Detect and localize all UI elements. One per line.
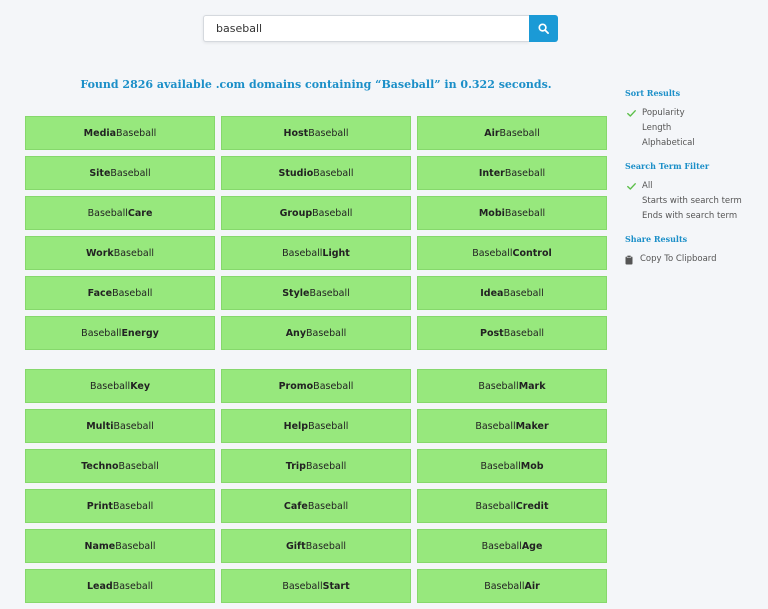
domain-prefix: Host: [283, 127, 309, 139]
domain-prefix: Style: [282, 287, 310, 299]
domain-result[interactable]: [221, 196, 411, 230]
sort-options: [625, 106, 765, 151]
domain-result[interactable]: [25, 196, 215, 230]
filter-option[interactable]: [625, 179, 765, 194]
domain-result[interactable]: [221, 409, 411, 443]
domain-suffix: Control: [512, 247, 552, 259]
domain-prefix: Post: [480, 327, 504, 339]
filter-option[interactable]: [625, 209, 765, 224]
domain-result[interactable]: [417, 409, 607, 443]
domain-result[interactable]: [221, 116, 411, 150]
domain-suffix: Energy: [121, 327, 159, 339]
filter-option-label: Ends with search term: [642, 211, 738, 221]
domain-result[interactable]: [221, 236, 411, 270]
domain-result[interactable]: [25, 236, 215, 270]
domain-prefix: Gift: [286, 540, 306, 552]
domain-keyword: Baseball: [481, 540, 522, 552]
domain-suffix: Mob: [520, 460, 544, 472]
domain-keyword: Baseball: [81, 327, 122, 339]
domain-result[interactable]: [417, 529, 607, 563]
domain-result[interactable]: [417, 116, 607, 150]
domain-keyword: Baseball: [478, 380, 519, 392]
search-term-filter-heading: Search Term Filter: [625, 161, 710, 171]
domain-prefix: Help: [283, 420, 309, 432]
domain-result[interactable]: [221, 369, 411, 403]
domain-result[interactable]: [221, 489, 411, 523]
domain-keyword: Baseball: [87, 207, 128, 219]
domain-keyword: Baseball: [116, 127, 157, 139]
domain-result[interactable]: [221, 449, 411, 483]
domain-result[interactable]: [417, 196, 607, 230]
domain-prefix: Print: [86, 500, 113, 512]
domain-keyword: Baseball: [308, 127, 349, 139]
domain-result[interactable]: [221, 569, 411, 603]
domain-result[interactable]: [25, 569, 215, 603]
domain-prefix: Name: [84, 540, 116, 552]
domain-keyword: Baseball: [503, 287, 544, 299]
clipboard-icon: [625, 254, 635, 265]
domain-keyword: Baseball: [504, 167, 546, 179]
domain-keyword: Baseball: [484, 580, 525, 592]
search-button[interactable]: [529, 15, 558, 42]
domain-suffix: Maker: [515, 420, 549, 432]
domain-result[interactable]: [25, 156, 215, 190]
domain-keyword: Baseball: [113, 420, 154, 432]
sort-option[interactable]: [625, 136, 765, 151]
copy-to-clipboard-link[interactable]: [625, 252, 765, 267]
domain-keyword: Baseball: [503, 327, 544, 339]
domain-keyword: Baseball: [472, 247, 513, 259]
domain-result[interactable]: [25, 409, 215, 443]
search-input[interactable]: [203, 15, 529, 42]
results-grid-2: [25, 369, 607, 603]
sort-option[interactable]: [625, 121, 765, 136]
domain-result[interactable]: [25, 316, 215, 350]
domain-prefix: Trip: [285, 460, 306, 472]
filter-option[interactable]: [625, 194, 765, 209]
sort-option-label: Popularity: [642, 108, 685, 118]
domain-prefix: Inter: [478, 167, 505, 179]
domain-keyword: Baseball: [313, 167, 354, 179]
domain-keyword: Baseball: [115, 540, 156, 552]
domain-keyword: Baseball: [110, 167, 151, 179]
domain-suffix: Mark: [518, 380, 546, 392]
domain-result[interactable]: [25, 449, 215, 483]
search-bar: [203, 15, 558, 42]
domain-keyword: Baseball: [313, 380, 354, 392]
domain-prefix: Idea: [480, 287, 504, 299]
domain-prefix: Media: [83, 127, 117, 139]
sidebar: [625, 88, 765, 267]
domain-result[interactable]: [25, 276, 215, 310]
domain-keyword: Baseball: [480, 460, 521, 472]
domain-keyword: Baseball: [309, 287, 350, 299]
domain-result[interactable]: [417, 316, 607, 350]
filter-option-label: Starts with search term: [642, 196, 742, 206]
results-grid-1: [25, 116, 607, 350]
domain-result[interactable]: [417, 569, 607, 603]
domain-result[interactable]: [25, 369, 215, 403]
domain-result[interactable]: [221, 276, 411, 310]
domain-keyword: Baseball: [113, 247, 154, 259]
check-icon: [627, 179, 637, 194]
domain-prefix: Lead: [87, 580, 113, 592]
domain-keyword: Baseball: [89, 380, 131, 392]
domain-suffix: Start: [322, 580, 350, 592]
domain-keyword: Baseball: [504, 207, 546, 219]
domain-result[interactable]: [417, 156, 607, 190]
domain-keyword: Baseball: [305, 460, 347, 472]
domain-suffix: Key: [130, 380, 151, 392]
domain-prefix: Work: [86, 247, 114, 259]
domain-prefix: Face: [87, 287, 113, 299]
domain-suffix: Air: [524, 580, 540, 592]
domain-prefix: Techno: [81, 460, 119, 472]
search-icon: [538, 23, 549, 34]
domain-keyword: Baseball: [475, 420, 516, 432]
domain-result[interactable]: [417, 369, 607, 403]
domain-prefix: Multi: [86, 420, 114, 432]
domain-keyword: Baseball: [305, 540, 346, 552]
domain-suffix: Care: [127, 207, 153, 219]
domain-prefix: Air: [484, 127, 500, 139]
domain-keyword: Baseball: [112, 580, 153, 592]
domain-prefix: Studio: [278, 167, 314, 179]
domain-keyword: Baseball: [282, 580, 323, 592]
domain-prefix: Promo: [278, 380, 314, 392]
share-results-heading: Share Results: [625, 234, 688, 244]
domain-result[interactable]: [417, 276, 607, 310]
domain-keyword: Baseball: [312, 207, 353, 219]
filter-option-label: All: [642, 181, 653, 191]
domain-prefix: Cafe: [283, 500, 308, 512]
check-icon: [627, 106, 637, 121]
domain-suffix: Age: [521, 540, 543, 552]
domain-result[interactable]: [25, 489, 215, 523]
domain-prefix: Any: [285, 327, 307, 339]
domain-keyword: Baseball: [112, 287, 153, 299]
domain-result[interactable]: [221, 529, 411, 563]
results-summary: Found 2826 available .com domains containing “Baseball” in 0.322 seconds.: [80, 78, 552, 91]
domain-keyword: Baseball: [308, 420, 349, 432]
sort-option-label: Alphabetical: [642, 138, 695, 148]
domain-keyword: Baseball: [112, 500, 154, 512]
domain-keyword: Baseball: [307, 500, 349, 512]
domain-keyword: Baseball: [306, 327, 347, 339]
domain-prefix: Mobi: [478, 207, 505, 219]
sort-option-label: Length: [642, 123, 672, 133]
domain-result[interactable]: [221, 156, 411, 190]
sort-option[interactable]: [625, 106, 765, 121]
domain-keyword: Baseball: [499, 127, 540, 139]
domain-keyword: Baseball: [475, 500, 516, 512]
domain-suffix: Credit: [515, 500, 549, 512]
domain-result[interactable]: [417, 449, 607, 483]
domain-result[interactable]: [25, 529, 215, 563]
sort-results-heading: Sort Results: [625, 88, 681, 98]
domain-result[interactable]: [221, 316, 411, 350]
domain-keyword: Baseball: [282, 247, 323, 259]
domain-suffix: Light: [322, 247, 350, 259]
filter-options: [625, 179, 765, 224]
copy-to-clipboard-label: Copy To Clipboard: [640, 254, 717, 264]
domain-keyword: Baseball: [118, 460, 159, 472]
domain-result[interactable]: [417, 489, 607, 523]
domain-prefix: Site: [89, 167, 111, 179]
domain-result[interactable]: [25, 116, 215, 150]
domain-prefix: Group: [279, 207, 313, 219]
domain-result[interactable]: [417, 236, 607, 270]
